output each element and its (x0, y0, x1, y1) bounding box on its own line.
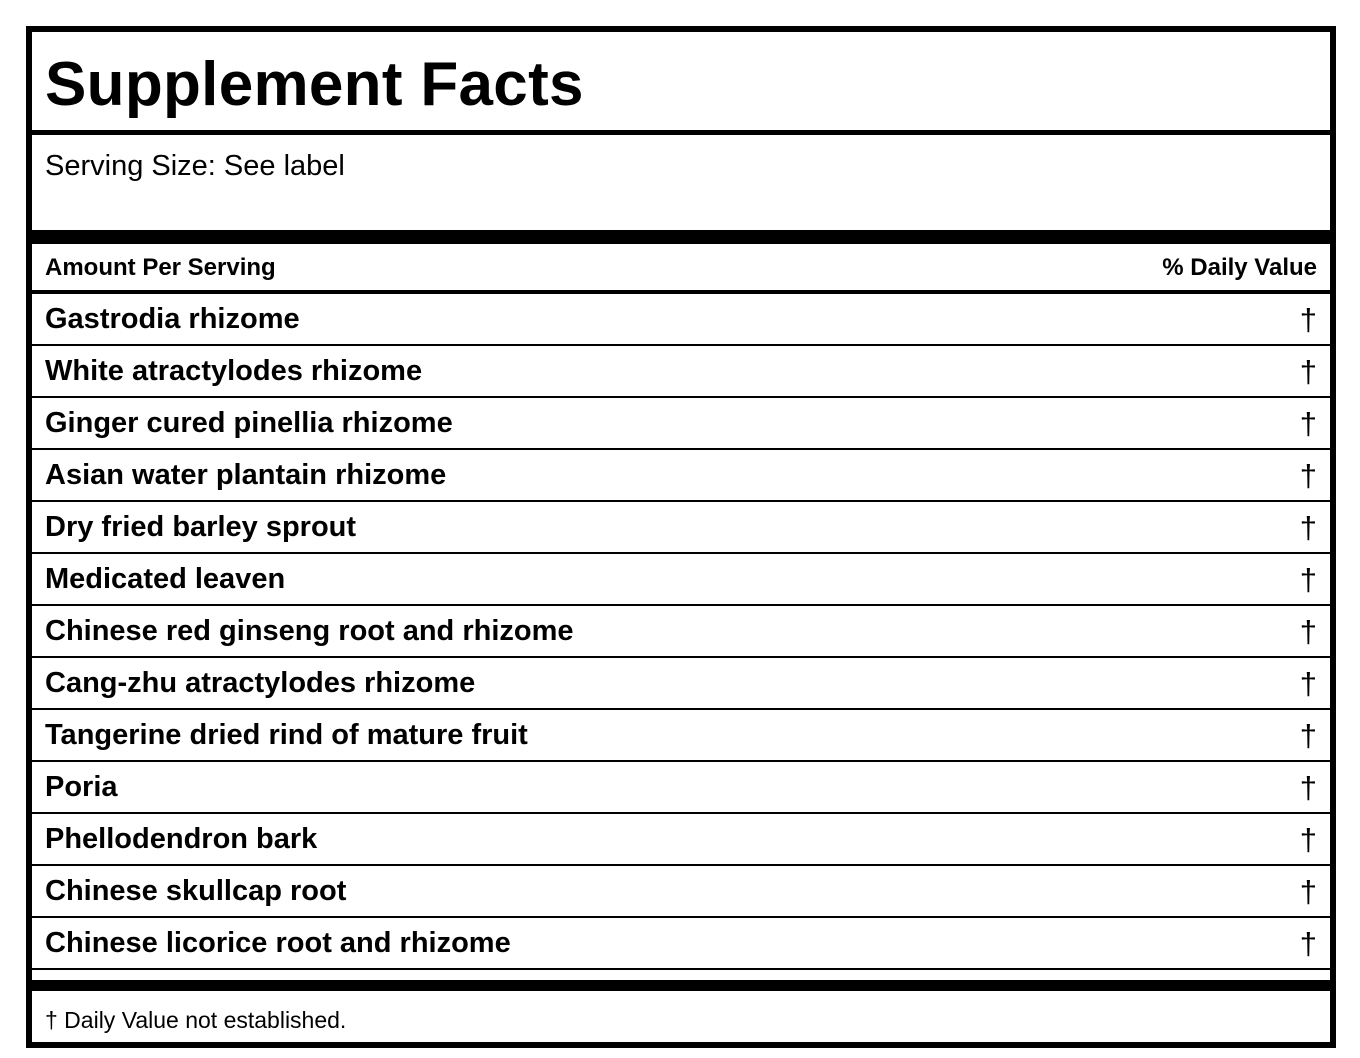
ingredient-row (32, 450, 1330, 502)
serving-size: Serving Size: See label (45, 150, 345, 182)
ingredient-daily-value: † (1299, 822, 1317, 857)
ingredient-daily-value: † (1299, 614, 1317, 649)
ingredient-name: Asian water plantain rhizome (45, 459, 447, 491)
ingredient-row (32, 502, 1330, 554)
ingredient-name: Chinese skullcap root (45, 875, 347, 907)
ingredient-row (32, 814, 1330, 866)
ingredient-row (32, 866, 1330, 918)
thick-divider-top (32, 230, 1330, 244)
ingredient-name: Cang-zhu atractylodes rhizome (45, 667, 476, 699)
amount-per-serving-header: Amount Per Serving (45, 254, 276, 281)
ingredient-row (32, 346, 1330, 398)
ingredient-daily-value: † (1299, 510, 1317, 545)
ingredient-row (32, 554, 1330, 606)
supplement-facts-panel (26, 26, 1336, 1048)
ingredient-name: Tangerine dried rind of mature fruit (45, 719, 528, 751)
ingredient-daily-value: † (1299, 354, 1317, 389)
ingredient-row (32, 918, 1330, 970)
footnote: † Daily Value not established. (45, 1007, 347, 1033)
thick-divider-bottom (32, 980, 1330, 991)
daily-value-header: % Daily Value (1162, 254, 1317, 281)
ingredient-daily-value: † (1299, 458, 1317, 493)
ingredient-name: Dry fried barley sprout (45, 511, 357, 543)
ingredient-row (32, 398, 1330, 450)
ingredient-name: Chinese licorice root and rhizome (45, 927, 511, 959)
column-header-row (32, 244, 1330, 294)
ingredient-list (32, 294, 1330, 970)
ingredient-daily-value: † (1299, 926, 1317, 961)
ingredient-row (32, 762, 1330, 814)
ingredient-daily-value: † (1299, 406, 1317, 441)
title-row (32, 32, 1330, 135)
ingredient-name: Poria (45, 771, 118, 803)
ingredient-daily-value: † (1299, 874, 1317, 909)
ingredient-row (32, 294, 1330, 346)
ingredient-daily-value: † (1299, 302, 1317, 337)
ingredient-daily-value: † (1299, 770, 1317, 805)
ingredient-daily-value: † (1299, 718, 1317, 753)
ingredient-name: Medicated leaven (45, 563, 286, 595)
ingredient-name: White atractylodes rhizome (45, 355, 423, 387)
ingredient-daily-value: † (1299, 562, 1317, 597)
ingredient-name: Ginger cured pinellia rhizome (45, 407, 453, 439)
ingredient-name: Chinese red ginseng root and rhizome (45, 615, 574, 647)
ingredient-row (32, 606, 1330, 658)
ingredient-name: Gastrodia rhizome (45, 303, 300, 335)
panel-title: Supplement Facts (45, 50, 584, 119)
ingredient-name: Phellodendron bark (45, 823, 318, 855)
ingredient-row (32, 710, 1330, 762)
ingredient-row (32, 658, 1330, 710)
ingredient-daily-value: † (1299, 666, 1317, 701)
serving-size-row (32, 135, 1330, 230)
